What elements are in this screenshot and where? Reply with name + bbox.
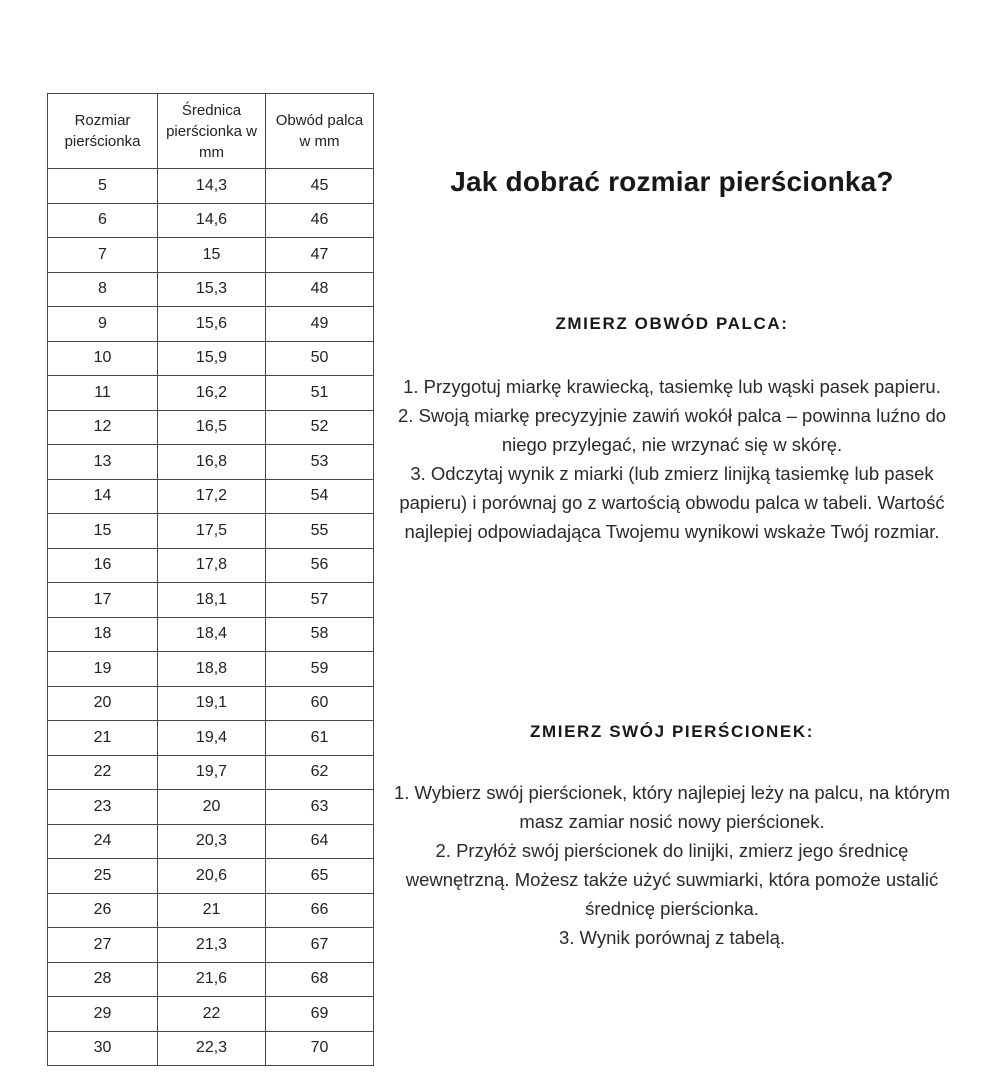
table-cell: 69: [266, 997, 374, 1032]
table-row: [48, 1031, 374, 1066]
table-cell: 65: [266, 859, 374, 894]
instruction-step: 1. Przygotuj miarkę krawiecką, tasiemkę lub wąski pasek papieru.: [403, 376, 941, 397]
table-cell: 8: [48, 272, 158, 307]
table-cell: 55: [266, 514, 374, 549]
table-row: [48, 376, 374, 411]
table-cell: 20: [48, 686, 158, 721]
instructions-measure-ring: [388, 778, 956, 952]
table-cell: 20,3: [158, 824, 266, 859]
table-row: [48, 928, 374, 963]
table-cell: 16,5: [158, 410, 266, 445]
table-cell: 18: [48, 617, 158, 652]
table-cell: 19,4: [158, 721, 266, 756]
table-cell: 23: [48, 790, 158, 825]
table-row: [48, 238, 374, 273]
table-cell: 6: [48, 203, 158, 238]
table-row: [48, 410, 374, 445]
table-cell: 52: [266, 410, 374, 445]
table-cell: 46: [266, 203, 374, 238]
table-cell: 20,6: [158, 859, 266, 894]
table-cell: 58: [266, 617, 374, 652]
table-cell: 21: [48, 721, 158, 756]
table-cell: 17,2: [158, 479, 266, 514]
table-row: [48, 790, 374, 825]
table-cell: 67: [266, 928, 374, 963]
table-cell: 11: [48, 376, 158, 411]
table-cell: 21,3: [158, 928, 266, 963]
table-cell: 47: [266, 238, 374, 273]
table-cell: 16: [48, 548, 158, 583]
instruction-step: 3. Wynik porównaj z tabelą.: [558, 927, 786, 948]
column-header-ring-size: Rozmiar pierścionka: [48, 94, 158, 169]
table-cell: 7: [48, 238, 158, 273]
table-cell: 48: [266, 272, 374, 307]
table-cell: 19,1: [158, 686, 266, 721]
table-cell: 17,8: [158, 548, 266, 583]
table-cell: 66: [266, 893, 374, 928]
table-row: [48, 479, 374, 514]
table-cell: 62: [266, 755, 374, 790]
instruction-step: 3. Odczytaj wynik z miarki (lub zmierz linijką tasiemkę lub pasek papieru) i porównaj go z wartością obwodu palca w tabeli. Wartość najlepiej odpowiadająca Twojemu wynikowi wskaże Twój rozmiar.: [399, 463, 945, 542]
table-cell: 60: [266, 686, 374, 721]
table-row: [48, 824, 374, 859]
table-cell: 17: [48, 583, 158, 618]
instructions-measure-finger: [388, 372, 956, 546]
table-cell: 25: [48, 859, 158, 894]
table-cell: 12: [48, 410, 158, 445]
table-cell: 50: [266, 341, 374, 376]
section-heading-measure-ring: ZMIERZ SWÓJ PIERŚCIONEK:: [530, 722, 814, 741]
table-cell: 57: [266, 583, 374, 618]
table-row: [48, 755, 374, 790]
table-cell: 59: [266, 652, 374, 687]
table-cell: 22,3: [158, 1031, 266, 1066]
table-cell: 29: [48, 997, 158, 1032]
table-cell: 54: [266, 479, 374, 514]
table-cell: 30: [48, 1031, 158, 1066]
instruction-step: 2. Swoją miarkę precyzyjnie zawiń wokół palca – powinna luźno do niego przylegać, nie wrzynać się w skórę.: [397, 405, 947, 455]
table-row: [48, 686, 374, 721]
table-cell: 14: [48, 479, 158, 514]
table-header-row: [48, 94, 374, 169]
table-cell: 70: [266, 1031, 374, 1066]
table-cell: 10: [48, 341, 158, 376]
table-cell: 24: [48, 824, 158, 859]
instruction-step: 2. Przyłóż swój pierścionek do linijki, zmierz jego średnicę wewnętrzną. Możesz także użyć suwmiarki, która pomoże ustalić średnicę pierścionka.: [405, 840, 939, 919]
table-cell: 18,1: [158, 583, 266, 618]
table-cell: 27: [48, 928, 158, 963]
table-row: [48, 652, 374, 687]
table-cell: 22: [48, 755, 158, 790]
table-cell: 64: [266, 824, 374, 859]
table-cell: 13: [48, 445, 158, 480]
table-cell: 15: [48, 514, 158, 549]
table-cell: 9: [48, 307, 158, 342]
table-row: [48, 859, 374, 894]
table-cell: 15,3: [158, 272, 266, 307]
table-row: [48, 997, 374, 1032]
table-cell: 14,6: [158, 203, 266, 238]
table-cell: 15,6: [158, 307, 266, 342]
table-cell: 49: [266, 307, 374, 342]
column-header-finger-circumference: Obwód palca w mm: [266, 94, 374, 169]
table-cell: 15,9: [158, 341, 266, 376]
table-cell: 14,3: [158, 169, 266, 204]
table-cell: 53: [266, 445, 374, 480]
table-cell: 56: [266, 548, 374, 583]
table-cell: 16,8: [158, 445, 266, 480]
page-title: Jak dobrać rozmiar pierścionka?: [450, 166, 894, 197]
table-row: [48, 962, 374, 997]
table-cell: 68: [266, 962, 374, 997]
table-row: [48, 445, 374, 480]
table-row: [48, 307, 374, 342]
table-row: [48, 893, 374, 928]
table-cell: 63: [266, 790, 374, 825]
table-cell: 17,5: [158, 514, 266, 549]
table-row: [48, 272, 374, 307]
table-cell: 21: [158, 893, 266, 928]
table-cell: 15: [158, 238, 266, 273]
table-cell: 61: [266, 721, 374, 756]
table-cell: 5: [48, 169, 158, 204]
table-row: [48, 548, 374, 583]
table-cell: 20: [158, 790, 266, 825]
ring-size-table: [47, 93, 374, 1066]
table-cell: 45: [266, 169, 374, 204]
section-heading-measure-finger: ZMIERZ OBWÓD PALCA:: [555, 314, 789, 333]
table-cell: 19: [48, 652, 158, 687]
table-cell: 28: [48, 962, 158, 997]
table-cell: 16,2: [158, 376, 266, 411]
table-cell: 18,4: [158, 617, 266, 652]
table-row: [48, 514, 374, 549]
table-row: [48, 341, 374, 376]
table-cell: 22: [158, 997, 266, 1032]
column-header-ring-diameter: Średnica pierścionka w mm: [158, 94, 266, 169]
size-table-body: [48, 169, 374, 1066]
ring-size-table-container: [47, 93, 373, 1066]
table-cell: 18,8: [158, 652, 266, 687]
table-row: [48, 203, 374, 238]
table-cell: 26: [48, 893, 158, 928]
table-row: [48, 617, 374, 652]
instruction-step: 1. Wybierz swój pierścionek, który najlepiej leży na palcu, na którym masz zamiar nosić nowy pierścionek.: [393, 782, 951, 832]
table-row: [48, 169, 374, 204]
table-cell: 19,7: [158, 755, 266, 790]
table-cell: 51: [266, 376, 374, 411]
table-cell: 21,6: [158, 962, 266, 997]
table-row: [48, 721, 374, 756]
table-row: [48, 583, 374, 618]
